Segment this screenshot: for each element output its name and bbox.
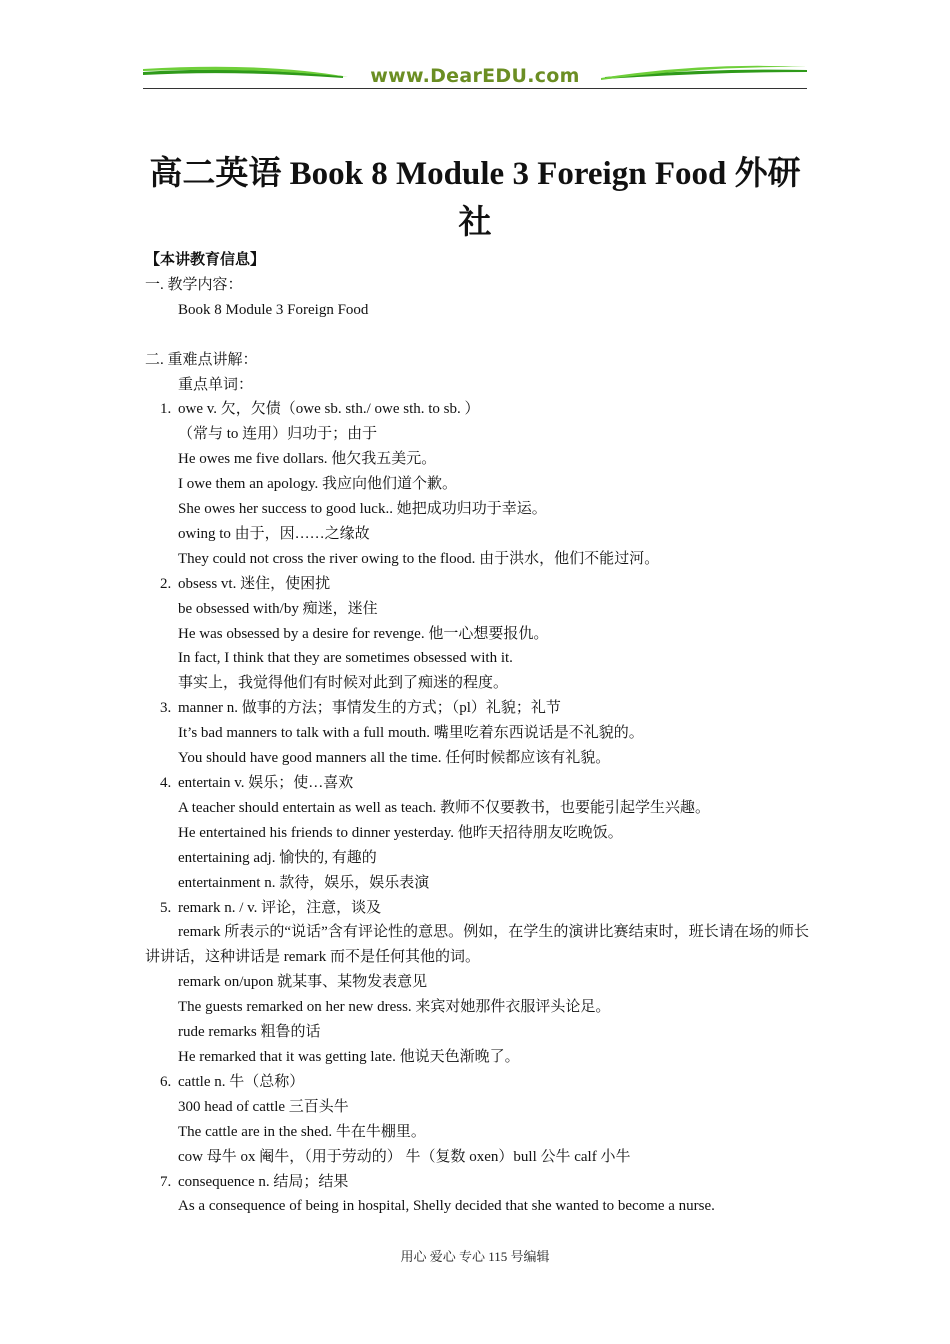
vocab-headword: obsess vt. 迷住，使困扰 — [178, 575, 331, 592]
vocab-line: He entertained his friends to dinner yesterday. 他昨天招待朋友吃晚饭。 — [178, 824, 623, 841]
vocab-line: （常与 to 连用）归功于；由于 — [178, 426, 378, 443]
vocab-line: They could not cross the river owing to the flood. 由于洪水，他们不能过河。 — [178, 550, 660, 567]
vocab-line: A teacher should entertain as well as teach. 教师不仅要教书，也要能引起学生兴趣。 — [178, 799, 710, 816]
page-footer: 用心 爱心 专心 115 号编辑 — [400, 1249, 550, 1264]
vocab-number: 4. — [160, 775, 172, 792]
vocab-line: He was obsessed by a desire for revenge. 他一心想要报仇。 — [178, 625, 549, 642]
section-two-label: 二. 重难点讲解： — [145, 351, 258, 368]
vocab-entry-head — [145, 771, 809, 796]
vocab-line: rude remarks 粗鲁的话 — [178, 1024, 321, 1041]
vocab-entry-head — [145, 896, 809, 921]
vocab-number: 3. — [160, 700, 172, 717]
vocab-line: 事实上，我觉得他们有时候对此到了痴迷的程度。 — [178, 675, 509, 692]
vocab-headword: manner n. 做事的方法；事情发生的方式；（pl）礼貌；礼节 — [178, 700, 561, 717]
vocab-line: He owes me five dollars. 他欠我五美元。 — [178, 451, 437, 468]
vocab-headword: cattle n. 牛（总称） — [178, 1073, 305, 1090]
vocab-line: cow 母牛 ox 阉牛，（用于劳动的） 牛（复数 oxen）bull 公牛 calf 小牛 — [178, 1148, 631, 1165]
vocab-line: I owe them an apology. 我应向他们道个歉。 — [178, 476, 457, 493]
site-header-banner — [143, 62, 807, 90]
vocab-line: entertainment n. 款待，娱乐，娱乐表演 — [178, 874, 430, 891]
section-one-body: Book 8 Module 3 Foreign Food — [178, 301, 369, 318]
vocab-line: owing to 由于，因……之缘故 — [178, 525, 370, 542]
header-rule — [143, 88, 807, 89]
spacer — [145, 323, 809, 348]
vocab-entry-head — [145, 696, 809, 721]
vocab-headword: consequence n. 结局；结果 — [178, 1173, 349, 1190]
vocab-line: The guests remarked on her new dress. 来宾对她那件衣服评头论足。 — [178, 999, 611, 1016]
vocab-line: be obsessed with/by 痴迷，迷住 — [178, 600, 378, 617]
vocab-number: 5. — [160, 899, 172, 916]
vocab-line: You should have good manners all the time. 任何时候都应该有礼貌。 — [178, 750, 611, 767]
document-body — [145, 248, 809, 1219]
section-heading: 【本讲教育信息】 — [145, 252, 266, 268]
vocab-entry-head — [145, 397, 809, 422]
vocab-line: It’s bad manners to talk with a full mouth. 嘴里吃着东西说话是不礼貌的。 — [178, 725, 644, 742]
vocab-line: She owes her success to good luck.. 她把成功归功于幸运。 — [178, 501, 547, 518]
site-logo-text[interactable]: www.DearEDU.com — [370, 65, 580, 87]
vocab-entry-head — [145, 572, 809, 597]
vocab-headword: owe v. 欠，欠债（owe sb. sth./ owe sth. to sb. ） — [178, 401, 480, 418]
vocab-headword: remark n. / v. 评论，注意，谈及 — [178, 899, 382, 916]
vocab-line: remark on/upon 就某事、某物发表意见 — [178, 974, 428, 991]
section-two-subheading: 重点单词： — [178, 376, 254, 393]
vocab-line: In fact, I think that they are sometimes obsessed with it. — [178, 650, 513, 667]
vocab-number: 1. — [160, 401, 172, 418]
vocab-number: 2. — [160, 575, 172, 592]
vocab-entry-head — [145, 1170, 809, 1195]
page-title: 高二英语 Book 8 Module 3 Foreign Food 外研社 — [149, 156, 801, 241]
vocab-entry-head — [145, 1070, 809, 1095]
vocab-line: 300 head of cattle 三百头牛 — [178, 1098, 349, 1115]
vocab-headword: entertain v. 娱乐；使…喜欢 — [178, 775, 354, 792]
vocab-line: As a consequence of being in hospital, Shelly decided that she wanted to become a nurse. — [178, 1198, 715, 1215]
vocab-explanation-paragraph: remark 所表示的“说话”含有评论性的意思。例如，在学生的演讲比赛结束时，班长请在场的师长讲讲话，这种讲话是 remark 而不是任何其他的词。 — [145, 924, 809, 966]
vocab-number: 7. — [160, 1173, 172, 1190]
vocab-number: 6. — [160, 1073, 172, 1090]
vocab-line: He remarked that it was getting late. 他说天色渐晚了。 — [178, 1048, 520, 1065]
vocab-line: entertaining adj. 愉快的, 有趣的 — [178, 849, 377, 866]
section-one-label: 一. 教学内容： — [145, 276, 243, 293]
vocab-line: The cattle are in the shed. 牛在牛棚里。 — [178, 1123, 426, 1140]
